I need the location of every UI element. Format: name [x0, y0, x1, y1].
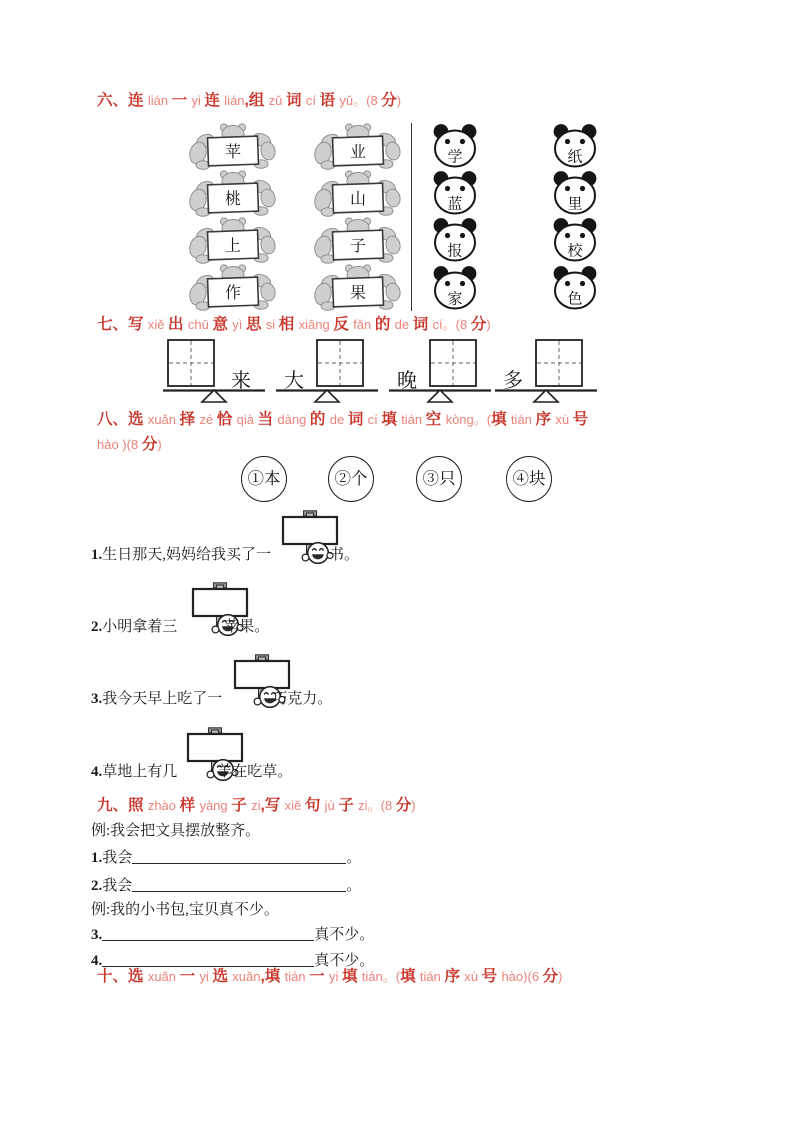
- option-label: ①本: [247, 469, 281, 488]
- panda-char: 家: [447, 291, 463, 308]
- fill-line-3: [91, 923, 374, 944]
- section-8-heading: [97, 407, 588, 457]
- banner-sign: [310, 123, 406, 170]
- writing-grid[interactable]: [317, 340, 363, 386]
- panda-face: [427, 217, 483, 263]
- seesaw-scale: [276, 337, 380, 403]
- banner-sign: [185, 264, 281, 311]
- sentence-number: 2.: [91, 619, 103, 635]
- banner-sign: [185, 170, 281, 217]
- banner-char: 业: [349, 144, 367, 161]
- example-sentence-2: 例:我的小书包,宝贝真不少。: [91, 902, 279, 918]
- option-circle: [506, 456, 552, 502]
- answer-line[interactable]: [102, 926, 314, 941]
- seesaw-scale: [389, 337, 493, 403]
- sentence-text-before: 小明拿着三: [102, 619, 178, 635]
- option-label: ③只: [422, 469, 456, 488]
- section-6-heading: 六、连 lián 一 yi 连 lián,组 zǔ 词 cí 语 yǔ。(8 分): [97, 92, 402, 109]
- banner-sign: [310, 264, 406, 311]
- banner-char: 果: [349, 285, 367, 302]
- sentence-text-after: 羊在吃草。: [217, 764, 293, 780]
- panda-face: [547, 265, 603, 311]
- line-end: 。: [346, 878, 362, 894]
- sentence-text-before: 我今天早上吃了一: [102, 691, 223, 707]
- section-8-heading-line2: hào )(8 分): [97, 436, 162, 453]
- option-circle: [416, 456, 462, 502]
- example-sentence-1: 例:我会把文具摆放整齐。: [91, 823, 261, 839]
- scale-char: 晚: [397, 370, 417, 392]
- line-text: 我会: [102, 878, 133, 894]
- panda-face: [427, 265, 483, 311]
- banner-sign: [185, 217, 281, 264]
- line-number: 2.: [91, 878, 103, 894]
- panda-char: 里: [567, 196, 583, 213]
- fill-line-2: [91, 874, 361, 895]
- line-end: 真不少。: [314, 927, 375, 943]
- line-end: 。: [346, 850, 362, 866]
- fill-line-1: [91, 846, 361, 867]
- panda-face: [547, 123, 603, 169]
- option-label: ④块: [512, 469, 546, 488]
- banner-char: 山: [349, 191, 367, 208]
- sentence-4: [91, 760, 292, 781]
- sentence-text-after: 巧克力。: [272, 691, 333, 707]
- banner-char: 上: [224, 238, 242, 255]
- panda-face: [427, 123, 483, 169]
- line-number: 4.: [91, 953, 103, 969]
- scale-char: 大: [284, 370, 304, 392]
- writing-grid[interactable]: [430, 340, 476, 386]
- section-9-heading: 九、照 zhào 样 yàng 子 zi,写 xiě 句 jù 子 zi。(8 分): [97, 797, 416, 814]
- line-text: 我会: [102, 850, 133, 866]
- section-7-heading: 七、写 xiě 出 chū 意 yì 思 si 相 xiāng 反 fǎn 的 de 词 cí。(8 分): [97, 316, 491, 333]
- banner-char: 作: [224, 285, 242, 302]
- writing-grid[interactable]: [536, 340, 582, 386]
- panda-char: 色: [567, 291, 583, 308]
- banner-char: 桃: [224, 191, 242, 208]
- sentence-2: [91, 615, 269, 636]
- sentence-number: 4.: [91, 764, 103, 780]
- answer-line[interactable]: [132, 849, 346, 864]
- banner-char: 苹: [224, 144, 242, 161]
- sentence-text-before: 生日那天,妈妈给我买了一: [102, 547, 272, 563]
- line-end: 真不少。: [314, 953, 375, 969]
- sentence-number: 3.: [91, 691, 103, 707]
- panda-char: 蓝: [447, 196, 463, 213]
- banner-char: 子: [349, 238, 367, 255]
- sentence-1: [91, 543, 359, 564]
- panda-face: [547, 170, 603, 216]
- writing-grid[interactable]: [168, 340, 214, 386]
- banner-sign: [185, 123, 281, 170]
- sentence-text-before: 草地上有几: [102, 764, 178, 780]
- answer-line[interactable]: [132, 877, 346, 892]
- option-label: ②个: [334, 469, 368, 488]
- divider-line: [411, 123, 412, 311]
- scale-char: 多: [503, 370, 523, 392]
- line-number: 1.: [91, 850, 103, 866]
- option-circle: [241, 456, 287, 502]
- scale-char: 来: [231, 370, 251, 392]
- panda-face: [547, 217, 603, 263]
- section-8-heading-line1: 八、选 xuǎn 择 zé 恰 qià 当 dàng 的 de 词 cí 填 tián 空 kòng。(填 tián 序 xù 号: [97, 411, 589, 428]
- panda-char: 校: [567, 243, 583, 260]
- sentence-text-after: 书。: [329, 547, 360, 563]
- option-circle: [328, 456, 374, 502]
- panda-char: 学: [447, 149, 463, 166]
- sentence-number: 1.: [91, 547, 103, 563]
- line-number: 3.: [91, 927, 103, 943]
- sentence-text-after: 苹果。: [224, 619, 270, 635]
- section-10-heading: 十、选 xuǎn 一 yi 选 xuǎn,填 tián 一 yi 填 tián。(填 tián 序 xù 号 hào)(6 分): [97, 968, 563, 985]
- banner-sign: [310, 217, 406, 264]
- seesaw-scale: [163, 337, 267, 403]
- sentence-3: [91, 687, 332, 708]
- banner-sign: [310, 170, 406, 217]
- seesaw-scale: [495, 337, 599, 403]
- panda-char: 报: [447, 243, 463, 260]
- panda-face: [427, 170, 483, 216]
- panda-char: 纸: [567, 149, 583, 166]
